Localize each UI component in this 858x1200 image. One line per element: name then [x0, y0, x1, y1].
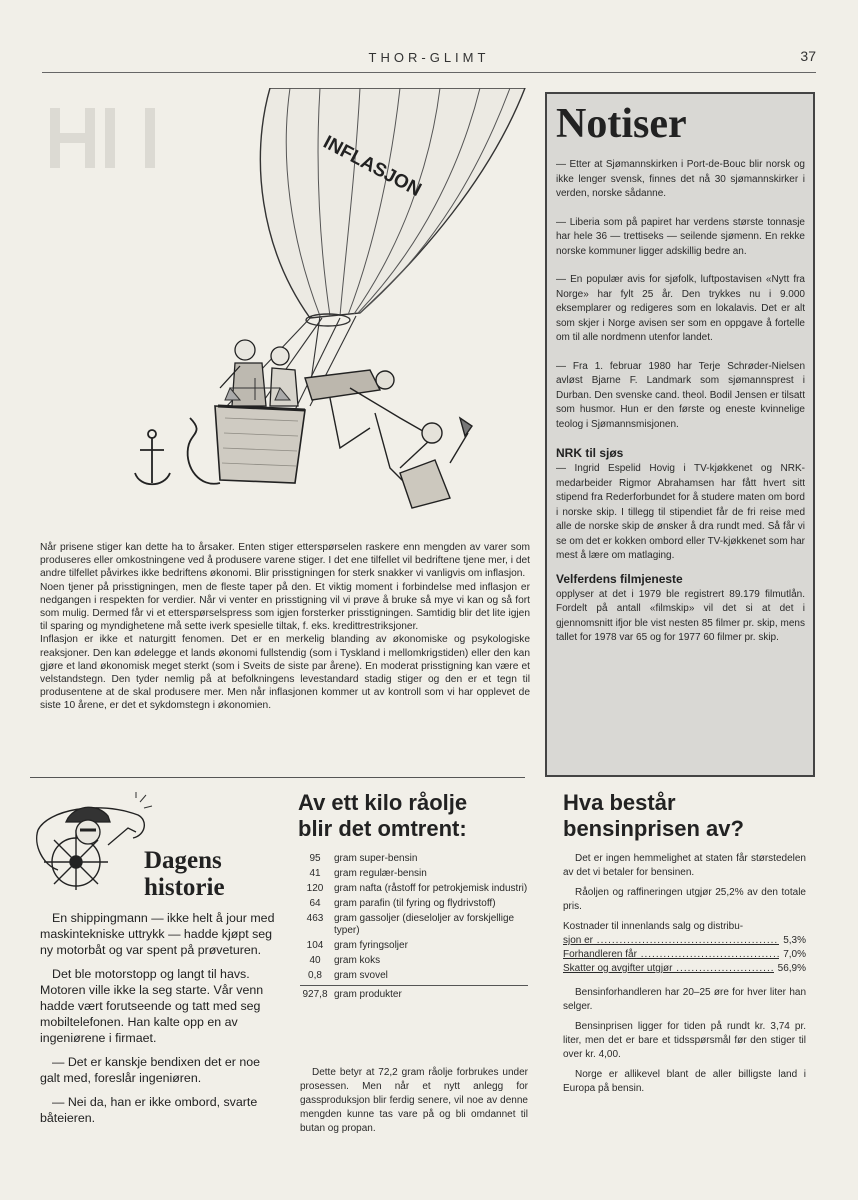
- cost-label: Forhandleren får .....: [563, 948, 779, 962]
- product-quantity: 40: [309, 955, 321, 966]
- notiser-note-2: — Liberia som på papiret har verdens største tonnasje har hele 36 — trettiseks — seilende sjømenn. En rekke norske kommuner ligger adskillig bedre an.: [556, 216, 805, 257]
- raaolje-product-table: [300, 853, 528, 1004]
- cost-label: sjon er .....: [563, 934, 779, 948]
- notiser-box: [545, 92, 815, 777]
- notiser-note-1: — Etter at Sjømannskirken i Port-de-Bouc blir norsk og ikke lenger svensk, finnes det nå 30 sjømannskirker i verden, norske sådanne.: [556, 159, 805, 199]
- raaolje-title-line2: blir det omtrent:: [298, 816, 467, 841]
- captain-at-wheel-illustration: [28, 790, 158, 890]
- bensin-cost-intro: Kostnader til innenlands salg og distribu-: [563, 921, 744, 932]
- balloon-label: INFLASJON: [319, 131, 425, 201]
- total-rule: [300, 985, 528, 986]
- cost-row: [563, 948, 806, 962]
- product-quantity: 95: [309, 853, 321, 864]
- raaolje-title: [298, 790, 528, 842]
- bensin-dealer: Bensinforhandleren har 20–25 øre for hver liter han selger.: [563, 987, 806, 1012]
- raaolje-note-text: Dette betyr at 72,2 gram råolje forbrukes under prosessen. Men når et nytt anlegg for gassproduksjon blir ferdig senere, vil noe av denne mengden kunne tas vare på og bli omdannet til butan og propan.: [300, 1067, 528, 1134]
- notiser-note-4: — Fra 1. februar 1980 har Terje Schrøder-Nielsen avløst Bjarne F. Landmark som sjømannsprest i Durban. Den svenske cand. theol. Bodil Jensen er tilsatt som husmor. Hun er den første og eneste kvinnelige teolog i Sjømannsmisjonen.: [556, 360, 805, 430]
- cost-row: [563, 962, 806, 976]
- cost-row: [563, 934, 806, 948]
- bensinpris-title-line2: bensinprisen av?: [563, 816, 744, 841]
- bensin-intro: Det er ingen hemmelighet at staten får størstedelen av det vi betaler for bensinen.: [563, 853, 806, 878]
- product-quantity: 0,8: [308, 970, 322, 981]
- cost-value: 56,9%: [777, 963, 806, 974]
- cost-value: 7,0%: [783, 949, 806, 960]
- film-subheading: Velferdens filmjeneste: [556, 571, 683, 586]
- table-row: [300, 853, 528, 865]
- product-quantity: 104: [306, 940, 324, 951]
- dagens-paragraph-2: Det ble motorstopp og langt til havs. Motoren ville ikke la seg starte. Vår venn hadde vært forutseende og tatt med seg mobiltelefonen. Han kalte opp en av ingeniørene i firmaet.: [40, 967, 264, 1045]
- dagens-title-line2: historie: [144, 874, 225, 901]
- nrk-subheading: NRK til sjøs: [556, 446, 624, 460]
- table-row: [300, 970, 528, 982]
- bensinpris-text: [563, 852, 806, 1102]
- bensinpris-title: [563, 790, 813, 842]
- product-description: gram koks: [334, 955, 381, 966]
- product-quantity: 41: [309, 868, 321, 879]
- bensin-cheap: Norge er allikevel blant de aller billigste land i Europa på bensin.: [563, 1069, 806, 1094]
- total-quantity: 927,8: [302, 989, 328, 1000]
- inflation-paragraph-2: Noen tjener på prisstigningen, men de fleste taper på den. Et viktig moment i forbindelse med inflasjon er nedgangen i respekten for verdier. Når vi venter en prisstigning vil vi prøve å bruke så mye vi kan og så fort som mulig. Dermed får vi et etterspørselspress som igjen forsterker prisstigningen. Samtidig blir det lite igjen til sparing og myndighetene må sette iverk spesielle tiltak, f. eks. kredittrestriksjoner.: [40, 581, 530, 633]
- product-description: gram parafin (til fyring og flydrivstoff): [334, 898, 496, 909]
- product-description: gram nafta (råstoff for petrokjemisk industri): [334, 883, 528, 894]
- product-description: gram regulær-bensin: [334, 868, 427, 879]
- raaolje-note: [300, 1066, 528, 1136]
- product-description: gram svovel: [334, 970, 388, 981]
- table-row: [300, 955, 528, 967]
- bensin-price: Bensinprisen ligger for tiden på rundt kr. 3,74 pr. liter, men det er bare et tidsspørsmål før den stiger til over kr. 4,00.: [563, 1021, 806, 1060]
- dagens-historie-text: [40, 910, 283, 1134]
- product-description: gram super-bensin: [334, 853, 418, 864]
- cost-label: Skatter og avgifter utgjør .....: [563, 962, 774, 976]
- film-text: opplyser at det i 1979 ble registrert 89.179 filmutlån. Fordelt på antall «filmskip» vil det si at det i gjennomsnitt ifjor ble vist nesten 85 filmer pr. skip, mens tallet for 1978 var 65 og for 1977 60 filmer pr. skip.: [556, 588, 805, 643]
- inflation-article: [40, 541, 530, 713]
- product-description: gram fyringsoljer: [334, 940, 408, 951]
- dagens-paragraph-3: — Det er kanskje bendixen det er noe galt med, foreslår ingeniøren.: [40, 1055, 261, 1085]
- bensinpris-title-line1: Hva består: [563, 790, 676, 815]
- raaolje-title-line1: Av ett kilo råolje: [298, 790, 468, 815]
- header-rule: [42, 72, 816, 73]
- dagens-historie-title: [144, 847, 274, 901]
- product-quantity: 64: [309, 898, 321, 909]
- product-quantity: 120: [306, 883, 324, 894]
- table-row: [300, 868, 528, 880]
- page-number: 37: [800, 48, 816, 64]
- inflation-balloon-illustration: [40, 88, 530, 538]
- dagens-paragraph-1: En shippingmann — ikke helt å jour med maskintekniske uttrykk — hadde kjøpt seg ny motorbåt og var spent på prøveturen.: [40, 911, 275, 957]
- dagens-title-line1: Dagens: [144, 847, 222, 874]
- table-row: [300, 940, 528, 952]
- dagens-paragraph-4: — Nei da, han er ikke ombord, svarte båteieren.: [40, 1095, 258, 1125]
- table-row: [300, 913, 528, 937]
- table-total-row: [300, 989, 528, 1001]
- product-quantity: 463: [306, 913, 324, 924]
- running-head: THOR-GLIMT: [368, 50, 490, 65]
- cost-value: 5,3%: [783, 935, 806, 946]
- table-row: [300, 898, 528, 910]
- product-description: gram gassoljer (dieseloljer av forskjellige typer): [334, 913, 515, 936]
- section-rule: [30, 777, 525, 778]
- inflation-paragraph-3: Inflasjon er ikke et naturgitt fenomen. Det er en merkelig blanding av økonomiske og psykologiske reaksjoner. Den kan ødelegge et lands økonomi fullstendig (som i Tyskland i mellomkrigstiden) eller den kan gjøre et land økonomisk meget sterkt (som i Sveits de siste par årene). En moderat prisstigning kan være et velstandstegn. Den tyder nemlig på at befolkningens levestandard stadig stiger og den er et tegn til produsentene at de skal produsere mer. Men når inflasjonen kommer ut av kontroll som vi har opplevet de siste 10 årene, er det et sykdomstegn i økonomien.: [40, 634, 530, 712]
- inflation-paragraph-1: Når prisene stiger kan dette ha to årsaker. Enten stiger etterspørselen raskere enn mengden av varer som produseres eller omkostningene ved å produsere varene stiger. I det ene tilfellet vil bedriftene tjene mer, i det andre tilfellet påvirkes ikke bedriftens økonomi. Blir prisstigningen for sterk snakker vi vanligvis om inflasjon.: [40, 542, 530, 580]
- nrk-text: — Ingrid Espelid Hovig i TV-kjøkkenet og NRK-medarbeider Rigmor Abrahamsen har fått hvert sitt stipend fra Rederforbundet for å studere maten om bord i norske skip. I tillegg til stipendiet får de fri reise med alle de norske skip de ønsker å dra rundt med. Så får vi se om det er kokken ombord eller TV-kjøkkenet som har mest å lære om matlaging.: [556, 463, 805, 561]
- notiser-note-3: — En populær avis for sjøfolk, luftpostavisen «Nytt fra Norge» har fylt 25 år. Den trykkes nu i 9.000 eksemplarer og redigeres som en lokalavis. Det er alt som skjer i Norge avisen ser som en oppgave å fortelle om til alle nordmenn utenfor landet.: [556, 274, 805, 343]
- notiser-title: Notiser: [556, 101, 687, 147]
- total-description: gram produkter: [334, 989, 402, 1000]
- table-row: [300, 883, 528, 895]
- bensin-raw-share: Råoljen og raffineringen utgjør 25,2% av den totale pris.: [563, 887, 806, 912]
